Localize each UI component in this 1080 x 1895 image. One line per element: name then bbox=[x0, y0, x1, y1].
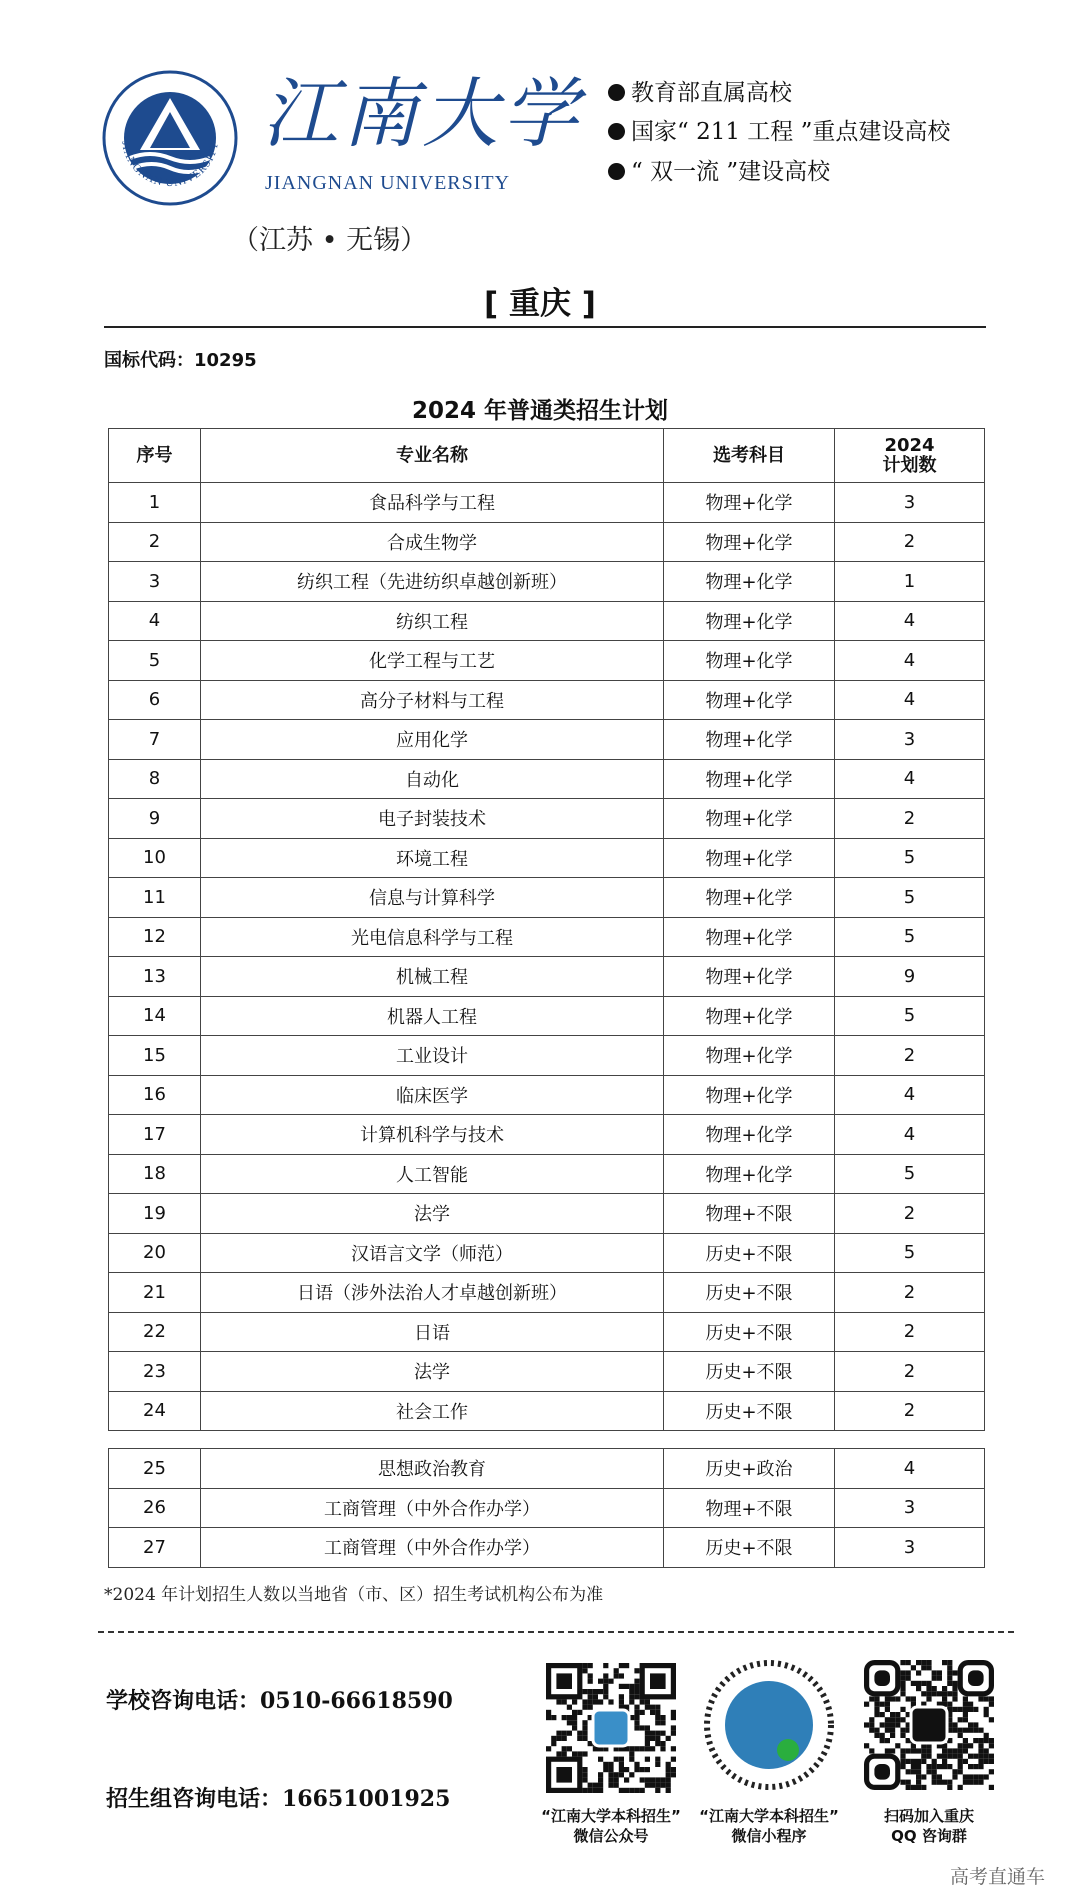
cell-plan-count: 5 bbox=[835, 917, 985, 957]
cell-plan-count: 4 bbox=[835, 759, 985, 799]
cell-plan-count: 5 bbox=[835, 1154, 985, 1194]
table-body bbox=[109, 483, 985, 1431]
qr-caption-line: 微信公众号 bbox=[573, 1827, 649, 1846]
table-row bbox=[109, 562, 985, 602]
cell-major: 高分子材料与工程 bbox=[201, 680, 664, 720]
cell-index: 7 bbox=[109, 720, 201, 760]
cell-index: 2 bbox=[109, 522, 201, 562]
qr-caption bbox=[521, 1806, 701, 1847]
cell-plan-count: 3 bbox=[835, 720, 985, 760]
cell-index: 15 bbox=[109, 1036, 201, 1076]
cell-major: 工商管理（中外合作办学） bbox=[201, 1488, 664, 1528]
cell-subjects: 历史+不限 bbox=[664, 1273, 835, 1313]
cell-plan-count: 5 bbox=[835, 1233, 985, 1273]
region-title: [ 重庆 ] bbox=[484, 286, 596, 322]
table-row bbox=[109, 1233, 985, 1273]
cell-subjects: 物理+化学 bbox=[664, 917, 835, 957]
cell-plan-count: 2 bbox=[835, 1312, 985, 1352]
table-row bbox=[109, 957, 985, 997]
school-code: 国标代码：10295 bbox=[104, 350, 257, 371]
cell-subjects: 物理+化学 bbox=[664, 878, 835, 918]
qr-caption-line: 微信小程序 bbox=[731, 1827, 807, 1846]
table-row bbox=[109, 680, 985, 720]
tag-line bbox=[608, 113, 950, 146]
table-row bbox=[109, 522, 985, 562]
cell-major: 思想政治教育 bbox=[201, 1449, 664, 1489]
cell-subjects: 历史+不限 bbox=[664, 1233, 835, 1273]
cell-index: 19 bbox=[109, 1194, 201, 1234]
cell-plan-count: 5 bbox=[835, 996, 985, 1036]
header-plan-count: 2024 计划数 bbox=[835, 429, 985, 483]
cell-major: 机器人工程 bbox=[201, 996, 664, 1036]
cell-plan-count: 9 bbox=[835, 957, 985, 997]
cell-plan-count: 4 bbox=[835, 641, 985, 681]
cell-index: 14 bbox=[109, 996, 201, 1036]
cell-major: 社会工作 bbox=[201, 1391, 664, 1431]
cell-index: 9 bbox=[109, 799, 201, 839]
cell-index: 26 bbox=[109, 1488, 201, 1528]
cell-major: 纺织工程 bbox=[201, 601, 664, 641]
table-row bbox=[109, 720, 985, 760]
cell-major: 法学 bbox=[201, 1194, 664, 1234]
table-row bbox=[109, 878, 985, 918]
cell-plan-count: 2 bbox=[835, 1036, 985, 1076]
cell-major: 纺织工程（先进纺织卓越创新班） bbox=[201, 562, 664, 602]
cell-major: 应用化学 bbox=[201, 720, 664, 760]
cell-subjects: 物理+化学 bbox=[664, 641, 835, 681]
logo-chinese-name: 江南大学 bbox=[262, 69, 582, 158]
watermark: 高考直通车 bbox=[950, 1866, 1046, 1888]
school-phone: 学校咨询电话：0510-66618590 bbox=[106, 1688, 453, 1714]
cell-index: 23 bbox=[109, 1352, 201, 1392]
cell-plan-count: 3 bbox=[835, 483, 985, 523]
tag-line bbox=[608, 74, 792, 107]
cell-plan-count: 2 bbox=[835, 522, 985, 562]
dashed-divider bbox=[98, 1631, 1014, 1633]
table-row bbox=[109, 917, 985, 957]
qr-caption-line: “江南大学本科招生” bbox=[541, 1807, 681, 1825]
tag-line bbox=[608, 153, 830, 186]
cell-index: 25 bbox=[109, 1449, 201, 1489]
table-row bbox=[109, 1194, 985, 1234]
cell-index: 16 bbox=[109, 1075, 201, 1115]
cell-index: 20 bbox=[109, 1233, 201, 1273]
cell-subjects: 物理+化学 bbox=[664, 1036, 835, 1076]
cell-plan-count: 4 bbox=[835, 680, 985, 720]
enrollment-table-continued bbox=[108, 1448, 985, 1568]
plan-title: 2024 年普通类招生计划 bbox=[411, 398, 669, 424]
table-row bbox=[109, 483, 985, 523]
cell-subjects: 历史+不限 bbox=[664, 1312, 835, 1352]
enrollment-table bbox=[108, 428, 985, 1431]
cell-major: 环境工程 bbox=[201, 838, 664, 878]
qr-caption bbox=[839, 1806, 1019, 1847]
cell-plan-count: 5 bbox=[835, 838, 985, 878]
wechat-account-qr-icon bbox=[546, 1663, 676, 1793]
cell-subjects: 物理+化学 bbox=[664, 680, 835, 720]
cell-index: 18 bbox=[109, 1154, 201, 1194]
cell-index: 11 bbox=[109, 878, 201, 918]
cell-index: 21 bbox=[109, 1273, 201, 1313]
logo-english-name: JIANGNAN UNIVERSITY bbox=[265, 172, 511, 194]
cell-plan-count: 5 bbox=[835, 878, 985, 918]
cell-plan-count: 2 bbox=[835, 799, 985, 839]
tag-text: 国家“ 211 工程 ”重点建设高校 bbox=[631, 119, 951, 145]
bullet-icon bbox=[608, 123, 625, 140]
table-row bbox=[109, 838, 985, 878]
cell-subjects: 物理+化学 bbox=[664, 957, 835, 997]
cell-subjects: 物理+化学 bbox=[664, 799, 835, 839]
header-index: 序号 bbox=[109, 429, 201, 483]
cell-plan-count: 2 bbox=[835, 1352, 985, 1392]
cell-subjects: 物理+化学 bbox=[664, 562, 835, 602]
cell-plan-count: 2 bbox=[835, 1194, 985, 1234]
cell-subjects: 物理+化学 bbox=[664, 601, 835, 641]
cell-plan-count: 2 bbox=[835, 1391, 985, 1431]
cell-major: 日语（涉外法治人才卓越创新班） bbox=[201, 1273, 664, 1313]
cell-index: 13 bbox=[109, 957, 201, 997]
cell-subjects: 物理+化学 bbox=[664, 838, 835, 878]
cell-major: 自动化 bbox=[201, 759, 664, 799]
table-row bbox=[109, 1075, 985, 1115]
cell-plan-count: 2 bbox=[835, 1273, 985, 1313]
cell-major: 汉语言文学（师范） bbox=[201, 1233, 664, 1273]
cell-subjects: 物理+化学 bbox=[664, 1075, 835, 1115]
cell-major: 临床医学 bbox=[201, 1075, 664, 1115]
cell-subjects: 物理+不限 bbox=[664, 1194, 835, 1234]
table-row bbox=[109, 1312, 985, 1352]
cell-subjects: 历史+不限 bbox=[664, 1352, 835, 1392]
bullet-icon bbox=[608, 163, 625, 180]
cell-major: 工业设计 bbox=[201, 1036, 664, 1076]
cell-plan-count: 4 bbox=[835, 1075, 985, 1115]
table-row bbox=[109, 1528, 985, 1568]
wechat-miniprogram-qr-icon bbox=[704, 1660, 834, 1790]
qr-caption-line: “江南大学本科招生” bbox=[699, 1807, 839, 1825]
tag-text: “ 双一流 ”建设高校 bbox=[631, 159, 831, 185]
tag-text: 教育部直属高校 bbox=[631, 80, 792, 106]
cell-major: 工商管理（中外合作办学） bbox=[201, 1528, 664, 1568]
cell-plan-count: 4 bbox=[835, 601, 985, 641]
header-subjects: 选考科目 bbox=[664, 429, 835, 483]
bullet-icon bbox=[608, 84, 625, 101]
footnote: *2024 年计划招生人数以当地省（市、区）招生考试机构公布为准 bbox=[104, 1585, 604, 1605]
table-row bbox=[109, 1352, 985, 1392]
cell-subjects: 物理+化学 bbox=[664, 996, 835, 1036]
location-label: （江苏 • 无锡） bbox=[232, 225, 428, 256]
cell-index: 10 bbox=[109, 838, 201, 878]
cell-subjects: 历史+政治 bbox=[664, 1449, 835, 1489]
table-row bbox=[109, 1449, 985, 1489]
cell-index: 5 bbox=[109, 641, 201, 681]
cell-plan-count: 4 bbox=[835, 1449, 985, 1489]
header-major: 专业名称 bbox=[201, 429, 664, 483]
qq-group-qr-icon bbox=[864, 1660, 994, 1790]
cell-index: 1 bbox=[109, 483, 201, 523]
table-row bbox=[109, 1036, 985, 1076]
cell-index: 24 bbox=[109, 1391, 201, 1431]
seal-text: JIANGNAN UNIVERSITY bbox=[119, 140, 222, 190]
table-row bbox=[109, 1115, 985, 1155]
cell-index: 22 bbox=[109, 1312, 201, 1352]
cell-subjects: 历史+不限 bbox=[664, 1391, 835, 1431]
cell-major: 日语 bbox=[201, 1312, 664, 1352]
cell-subjects: 物理+化学 bbox=[664, 1154, 835, 1194]
cell-index: 4 bbox=[109, 601, 201, 641]
cell-plan-count: 4 bbox=[835, 1115, 985, 1155]
cell-subjects: 物理+化学 bbox=[664, 483, 835, 523]
cell-index: 8 bbox=[109, 759, 201, 799]
table-row bbox=[109, 1273, 985, 1313]
cell-index: 12 bbox=[109, 917, 201, 957]
cell-major: 电子封装技术 bbox=[201, 799, 664, 839]
cell-major: 食品科学与工程 bbox=[201, 483, 664, 523]
cell-major: 合成生物学 bbox=[201, 522, 664, 562]
cell-major: 人工智能 bbox=[201, 1154, 664, 1194]
table-header-row bbox=[109, 429, 985, 483]
table-row bbox=[109, 1391, 985, 1431]
cell-subjects: 物理+化学 bbox=[664, 759, 835, 799]
cell-major: 信息与计算科学 bbox=[201, 878, 664, 918]
cell-index: 3 bbox=[109, 562, 201, 602]
qr-caption-line: 扫码加入重庆 bbox=[883, 1807, 974, 1825]
cell-index: 17 bbox=[109, 1115, 201, 1155]
cell-index: 6 bbox=[109, 680, 201, 720]
table-row bbox=[109, 1154, 985, 1194]
cell-major: 法学 bbox=[201, 1352, 664, 1392]
table-row bbox=[109, 996, 985, 1036]
cell-major: 机械工程 bbox=[201, 957, 664, 997]
cell-major: 化学工程与工艺 bbox=[201, 641, 664, 681]
university-seal-logo bbox=[100, 68, 240, 208]
cell-subjects: 物理+化学 bbox=[664, 1115, 835, 1155]
table-row bbox=[109, 641, 985, 681]
cell-major: 计算机科学与技术 bbox=[201, 1115, 664, 1155]
cell-plan-count: 3 bbox=[835, 1488, 985, 1528]
table-row bbox=[109, 799, 985, 839]
cell-major: 光电信息科学与工程 bbox=[201, 917, 664, 957]
table-body bbox=[109, 1449, 985, 1568]
cell-index: 27 bbox=[109, 1528, 201, 1568]
divider bbox=[104, 326, 986, 328]
qr-caption bbox=[679, 1806, 859, 1847]
cell-subjects: 物理+化学 bbox=[664, 522, 835, 562]
qr-caption-line: QQ 咨询群 bbox=[891, 1827, 967, 1846]
group-phone: 招生组咨询电话：16651001925 bbox=[106, 1786, 451, 1812]
cell-subjects: 历史+不限 bbox=[664, 1528, 835, 1568]
cell-subjects: 物理+不限 bbox=[664, 1488, 835, 1528]
table-row bbox=[109, 759, 985, 799]
cell-plan-count: 3 bbox=[835, 1528, 985, 1568]
table-row bbox=[109, 601, 985, 641]
cell-subjects: 物理+化学 bbox=[664, 720, 835, 760]
table-row bbox=[109, 1488, 985, 1528]
cell-plan-count: 1 bbox=[835, 562, 985, 602]
